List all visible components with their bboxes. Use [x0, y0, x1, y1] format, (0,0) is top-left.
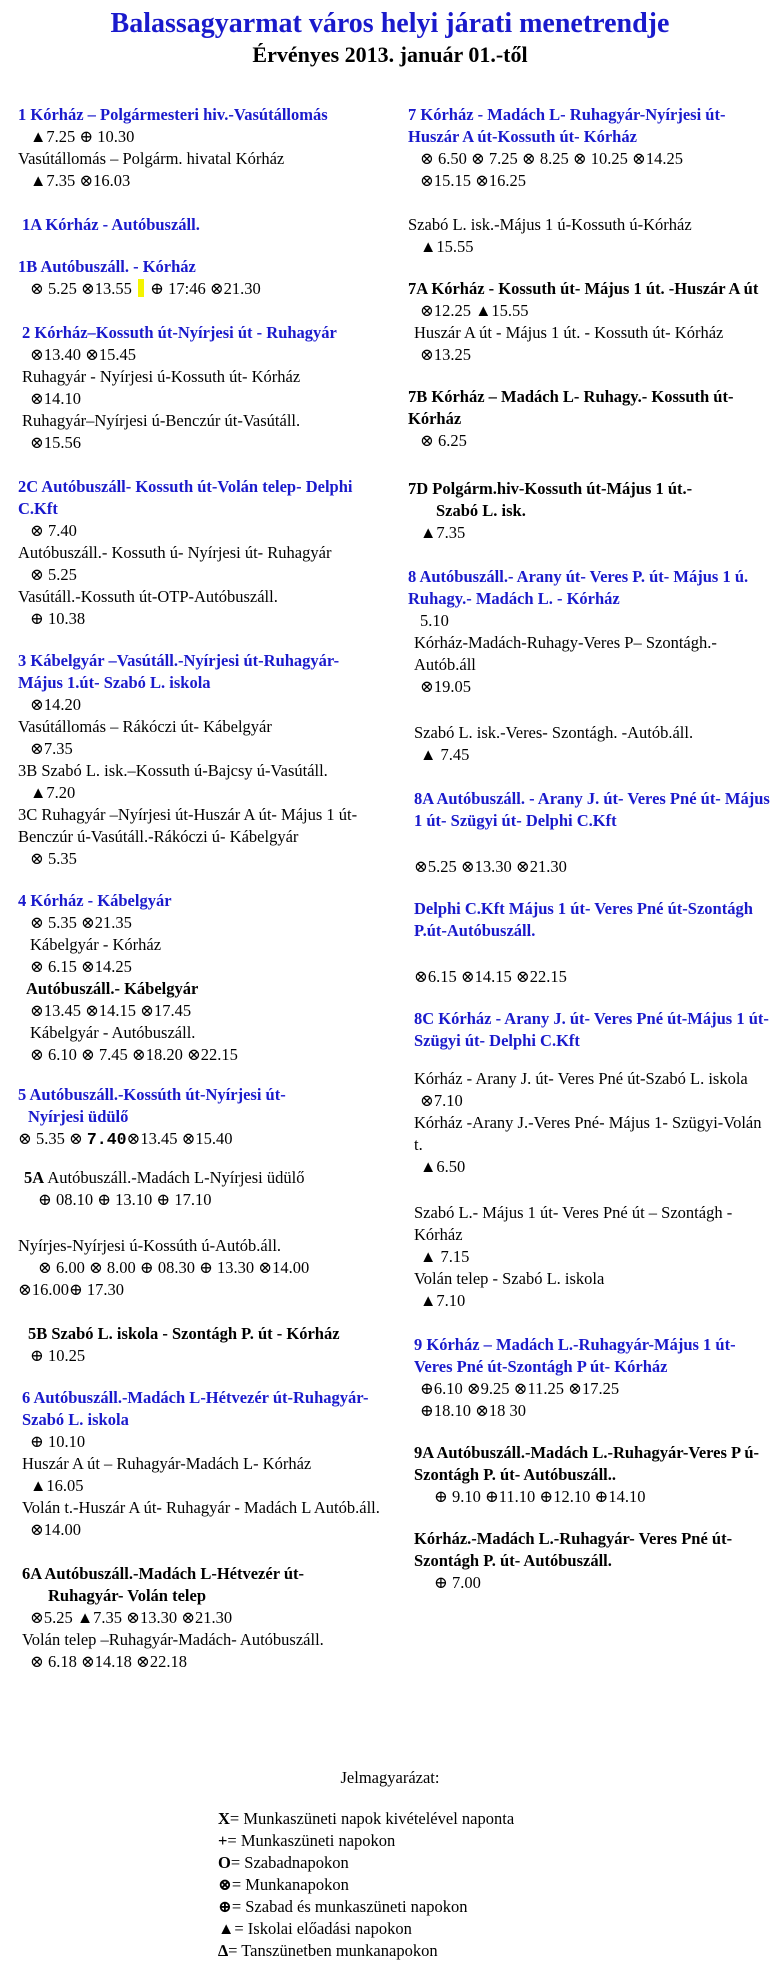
legend-item — [218, 1808, 514, 1830]
times: ⊗13.40 ⊗15.45 — [30, 345, 137, 364]
legend-key: ⊗ — [218, 1875, 232, 1894]
times: ⊕ 08.10 ⊕ 13.10 ⊕ 17.10 — [38, 1190, 212, 1209]
route-segment: Autóbuszáll.- Kossuth ú- Nyírjesi út- Ruhagyár — [18, 543, 332, 562]
route-7a — [408, 278, 773, 366]
times: ⊗15.15 ⊗16.25 — [420, 171, 527, 190]
route-9b — [408, 1528, 773, 1594]
route-segment: 3B Szabó L. isk.–Kossuth ú-Bajcsy ú-Vasútáll. — [18, 761, 328, 780]
route-segment: Vasútállomás – Rákóczi út- Kábelgyár — [18, 717, 272, 736]
times: ▲7.10 — [420, 1291, 466, 1310]
times: ⊗ 6.18 ⊗14.18 ⊗22.18 — [30, 1652, 187, 1671]
route-segment: Szabó L.- Május 1 út- Veres Pné út – Szontágh -Kórház — [414, 1203, 733, 1244]
times: ⊗13.45 ⊗14.15 ⊗17.45 — [30, 1001, 192, 1020]
times: ⊗ 6.25 — [420, 431, 467, 450]
times: ⊗ 7.40 — [30, 521, 77, 540]
legend-item — [218, 1896, 514, 1918]
times — [18, 278, 388, 300]
route-3 — [18, 650, 388, 870]
route-7 — [408, 104, 773, 192]
times: ⊕6.10 ⊗9.25 ⊗11.25 ⊗17.25 — [420, 1379, 620, 1398]
page-title: Balassagyarmat város helyi járati menetrendje — [110, 8, 670, 39]
spacer — [408, 942, 773, 966]
route-heading: 8 Autóbuszáll.- Arany út- Veres P. út- Május 1 ú. Ruhagy.- Madách L. - Kórház — [408, 567, 749, 608]
legend-value: = Szabad és munkaszüneti napokon — [231, 1897, 468, 1916]
spacer — [408, 698, 773, 722]
legend-key: O — [218, 1853, 231, 1872]
page-subtitle: Érvényes 2013. január 01.-től — [252, 42, 528, 67]
spacer — [408, 832, 773, 856]
legend-key: X — [218, 1809, 230, 1828]
legend-value: = Munkaszüneti napok kivételével naponta — [229, 1809, 515, 1828]
times: ⊗ 6.15 ⊗14.25 — [30, 957, 132, 976]
route-segment: Kórház-Madách-Ruhagy-Veres P– Szontágh.-Autób.áll — [414, 633, 717, 674]
route-heading: 3 Kábelgyár –Vasútáll.-Nyírjesi út-Ruhagyár- Május 1.út- Szabó L. iskola — [18, 651, 340, 692]
times: ▲ 7.15 — [420, 1247, 470, 1266]
route-segment: 3C Ruhagyár –Nyírjesi út-Huszár A út- Május 1 út-Benczúr ú-Vasútáll.-Rákóczi ú- Kábelgyár — [18, 805, 358, 846]
route-heading: 2 Kórház–Kossuth út-Nyírjesi út - Ruhagyár — [22, 323, 337, 342]
times: ⊗ 6.00 ⊗ 8.00 ⊕ 08.30 ⊕ 13.30 ⊗14.00 — [38, 1258, 310, 1277]
legend-key: ▲ — [218, 1919, 235, 1938]
left-column — [18, 104, 388, 1689]
legend-item — [218, 1852, 514, 1874]
legend-value: = Munkaszüneti napokon — [227, 1831, 396, 1850]
times: ⊗16.00⊕ 17.30 — [18, 1280, 125, 1299]
times-part: ⊕ 17:46 ⊗21.30 — [146, 279, 261, 298]
times: ⊕ 9.10 ⊕11.10 ⊕12.10 ⊕14.10 — [434, 1487, 646, 1506]
route-8 — [408, 566, 773, 766]
route-segment: Huszár A út - Május 1 út. - Kossuth út- Kórház — [414, 323, 724, 342]
spacer — [408, 1052, 773, 1068]
route-heading: 8C Kórház - Arany J. út- Veres Pné út-Május 1 út- Szügyi út- Delphi C.Kft — [414, 1009, 769, 1050]
route-heading: 6A Autóbuszáll.-Madách L-Hétvezér út- — [22, 1564, 305, 1583]
times: ⊗13.25 — [420, 345, 471, 364]
times: ⊗6.15 ⊗14.15 ⊗22.15 — [414, 967, 567, 986]
legend-value: = Szabadnapokon — [230, 1853, 349, 1872]
route-2c — [18, 476, 388, 630]
times-part: ⊗ 5.25 ⊗13.55 — [30, 279, 137, 298]
times: ⊗ 5.35 — [30, 849, 77, 868]
route-heading: 9 Kórház – Madách L.-Ruhagyár-Május 1 út- Veres Pné út-Szontágh P út- Kórház — [414, 1335, 736, 1376]
route-heading — [18, 1167, 388, 1189]
route-heading: 6 Autóbuszáll.-Madách L-Hétvezér út-Ruhagyár-Szabó L. iskola — [22, 1388, 369, 1429]
route-2 — [18, 322, 388, 454]
route-heading-cont: Szabó L. isk. — [436, 501, 526, 520]
times: ▲7.35 — [420, 523, 466, 542]
legend-title: Jelmagyarázat: — [340, 1768, 440, 1787]
spacer — [408, 1178, 773, 1202]
times: ▲15.55 — [420, 237, 474, 256]
times: ⊕ 7.00 — [434, 1573, 481, 1592]
route-4 — [18, 890, 388, 1066]
route-segment: Ruhagyár - Nyírjesi ú-Kossuth út- Kórház — [22, 367, 301, 386]
legend-item — [218, 1940, 514, 1962]
route-segment: Huszár A út – Ruhagyár-Madách L- Kórház — [22, 1454, 312, 1473]
highlight-mark — [138, 279, 144, 297]
legend — [218, 1808, 514, 1962]
times: ▲7.20 — [30, 783, 76, 802]
route-heading: 7 Kórház - Madách L- Ruhagyár-Nyírjesi út-Huszár A út-Kossuth út- Kórház — [408, 105, 726, 146]
route-heading: 8A Autóbuszáll. - Arany J. út- Veres Pné út- Május 1 út- Szügyi út- Delphi C.Kft — [414, 789, 770, 830]
spacer — [18, 1211, 388, 1235]
times: ⊗ 6.50 ⊗ 7.25 ⊗ 8.25 ⊗ 10.25 ⊗14.25 — [420, 149, 684, 168]
times: ⊗ 6.10 ⊗ 7.45 ⊗18.20 ⊗22.15 — [30, 1045, 238, 1064]
route-heading: 2C Autóbuszáll- Kossuth út-Volán telep- Delphi C.Kft — [18, 477, 353, 518]
route-1a — [18, 214, 388, 236]
route-segment: Vasútállomás – Polgárm. hivatal Kórház — [18, 149, 285, 168]
route-segment: Szabó L. isk.-Veres- Szontágh. -Autób.áll. — [414, 723, 694, 742]
times: ⊗15.56 — [30, 433, 81, 452]
route-1 — [18, 104, 388, 192]
times: ⊕ 10.25 — [30, 1346, 86, 1365]
route-7b — [408, 386, 773, 452]
route-segment: Volán telep - Szabó L. iskola — [414, 1269, 605, 1288]
times: ⊗ 5.25 — [30, 565, 77, 584]
legend-item — [218, 1874, 514, 1896]
route-heading: 7D Polgárm.hiv-Kossuth út-Május 1 út.- — [408, 479, 693, 498]
route-segment: Kórház - Arany J. út- Veres Pné út-Szabó L. iskola — [414, 1069, 748, 1088]
times: ⊗14.00 — [30, 1520, 81, 1539]
times: ▲ 7.45 — [420, 745, 470, 764]
route-segment: Volán t.-Huszár A út- Ruhagyár - Madách L Autób.áll. — [22, 1498, 380, 1517]
times: ⊗ 5.35 ⊗21.35 — [30, 913, 132, 932]
legend-item — [218, 1918, 514, 1940]
times: ⊕ 10.38 — [30, 609, 86, 628]
times: ⊗5.25 ⊗13.30 ⊗21.30 — [414, 857, 567, 876]
route-subheading: Autóbuszáll.- Kábelgyár — [26, 979, 199, 998]
route-5 — [18, 1084, 388, 1151]
route-number: 5A — [24, 1168, 45, 1187]
route-heading: 1 Kórház – Polgármesteri hiv.-Vasútállomás — [18, 105, 328, 124]
legend-key: + — [218, 1831, 228, 1850]
times: ⊗19.05 — [420, 677, 471, 696]
route-heading-cont: Nyírjesi üdülő — [28, 1107, 129, 1126]
route-7d — [408, 478, 773, 544]
times: ▲7.35 ⊗16.03 — [30, 171, 131, 190]
route-6a — [18, 1563, 388, 1673]
legend-value: = Iskolai előadási napokon — [234, 1919, 412, 1938]
route-9 — [408, 1334, 773, 1422]
route-segment: Vasútáll.-Kossuth út-OTP-Autóbuszáll. — [18, 587, 278, 606]
times: ⊗7.10 — [420, 1091, 463, 1110]
times: 5.10 — [420, 611, 449, 630]
route-heading: Kórház.-Madách L.-Ruhagyár- Veres Pné út- Szontágh P. út- Autóbuszáll. — [414, 1529, 733, 1570]
legend-value: = Munkanapokon — [231, 1875, 349, 1894]
route-heading: 1A Kórház - Autóbuszáll. — [22, 215, 200, 234]
route-segment: Kórház -Arany J.-Veres Pné- Május 1- Szügyi-Volán t. — [414, 1113, 762, 1154]
times-part: ⊗13.45 ⊗15.40 — [126, 1129, 233, 1148]
route-7-extra — [408, 214, 773, 258]
route-heading: 9A Autóbuszáll.-Madách L.-Ruhagyár-Veres P ú- Szontágh P. út- Autóbuszáll.. — [414, 1443, 760, 1484]
route-1b — [18, 256, 388, 300]
route-delphi — [408, 898, 773, 988]
times-part: ⊗ 5.35 ⊗ — [18, 1129, 87, 1148]
legend-key: ∆ — [218, 1941, 229, 1960]
times: ⊗12.25 ▲15.55 — [420, 301, 529, 320]
route-5a — [18, 1167, 388, 1301]
route-segment: Kábelgyár - Autóbuszáll. — [30, 1023, 196, 1042]
route-heading: 7B Kórház – Madách L- Ruhagy.- Kossuth út- Kórház — [408, 387, 734, 428]
route-heading: 5B Szabó L. iskola - Szontágh P. út - Kórház — [28, 1324, 340, 1343]
route-8a — [408, 788, 773, 878]
route-8c — [408, 1008, 773, 1312]
times: ⊗14.20 — [30, 695, 81, 714]
route-segment: Volán telep –Ruhagyár-Madách- Autóbuszáll. — [22, 1630, 324, 1649]
route-9a — [408, 1442, 773, 1508]
times: ⊗5.25 ▲7.35 ⊗13.30 ⊗21.30 — [30, 1608, 233, 1627]
times: ⊗7.35 — [30, 739, 73, 758]
route-heading: 1B Autóbuszáll. - Kórház — [18, 257, 196, 276]
route-heading-cont: Ruhagyár- Volán telep — [48, 1586, 206, 1605]
route-segment: Ruhagyár–Nyírjesi ú-Benczúr út-Vasútáll. — [22, 411, 301, 430]
route-segment: Szabó L. isk.-Május 1 ú-Kossuth ú-Kórház — [408, 215, 692, 234]
route-heading: 7A Kórház - Kossuth út- Május 1 út. -Huszár A út — [408, 279, 759, 298]
times: ⊗14.10 — [30, 389, 81, 408]
route-heading: 4 Kórház - Kábelgyár — [18, 891, 172, 910]
route-segment: Kábelgyár - Kórház — [30, 935, 162, 954]
route-heading: 5 Autóbuszáll.-Kossúth út-Nyírjesi út- — [18, 1085, 286, 1104]
legend-item — [218, 1830, 514, 1852]
times: ▲16.05 — [30, 1476, 84, 1495]
route-6 — [18, 1387, 388, 1541]
route-segment: Nyírjes-Nyírjesi ú-Kossúth ú-Autób.áll. — [18, 1236, 282, 1255]
legend-value: = Tanszünetben munkanapokon — [228, 1941, 438, 1960]
times: ▲7.25 ⊕ 10.30 — [30, 127, 135, 146]
times: ⊕18.10 ⊗18 30 — [420, 1401, 527, 1420]
route-heading: Delphi C.Kft Május 1 út- Veres Pné út-Szontágh P.út-Autóbuszáll. — [414, 899, 753, 940]
times — [18, 1128, 388, 1151]
right-column — [408, 104, 773, 1610]
times-part: 7.40 — [86, 1130, 127, 1149]
legend-key: ⊕ — [218, 1897, 232, 1916]
times: ⊕ 10.10 — [30, 1432, 86, 1451]
times: ▲6.50 — [420, 1157, 466, 1176]
route-heading-text: Autóbuszáll.-Madách L-Nyírjesi üdülő — [44, 1168, 305, 1187]
route-5b — [18, 1323, 388, 1367]
